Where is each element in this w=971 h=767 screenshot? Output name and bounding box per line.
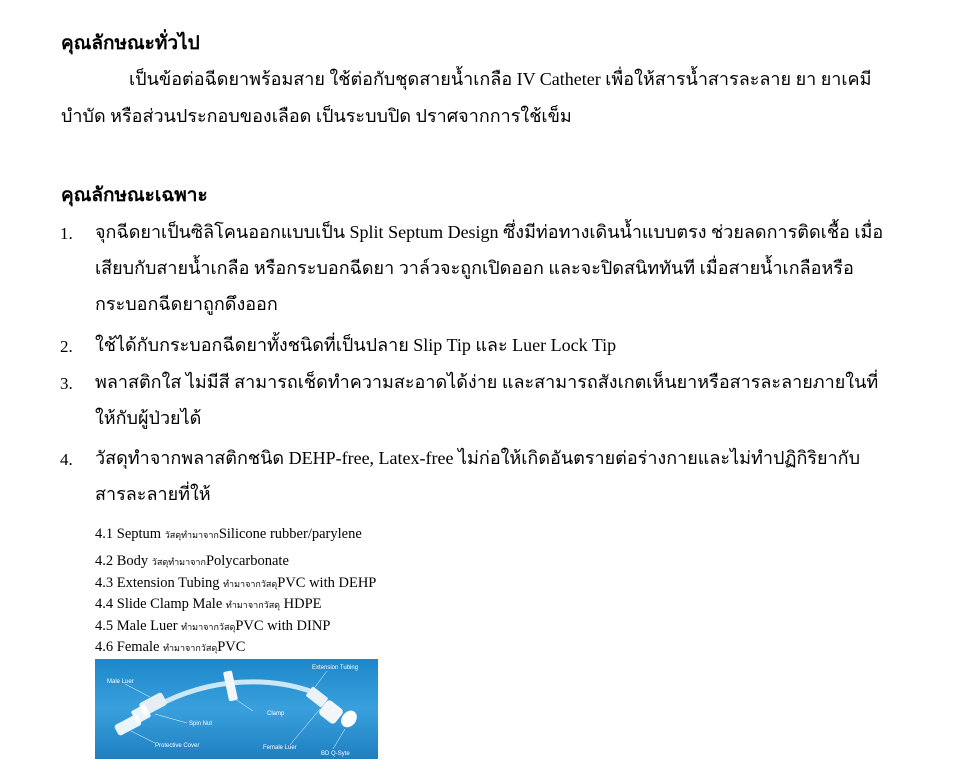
section-general-title: คุณลักษณะทั่วไป (61, 33, 200, 54)
general-line-2: บำบัด หรือส่วนประกอบของเลือด เป็นระบบปิด ปราศจากการใช้เข็ม (61, 106, 572, 126)
subitem-material: Polycarbonate (205, 553, 289, 569)
item-1-line: เสียบกับสายน้ำเกลือ หรือกระบอกฉีดยา วาล์วจะถูกเปิดออก และจะปิดสนิททันที เมื่อสายน้ำเกลือหรือ (95, 258, 854, 278)
product-photo (95, 659, 378, 759)
subitem-4-5 (95, 618, 330, 635)
item-3-line: พลาสติกใส ไม่มีสี สามารถเช็ดทำความสะอาดได้ง่าย และสามารถสังเกตเห็นยาหรือสารละลายภายในที่ (95, 372, 879, 392)
subitem-head: 4.4 Slide Clamp Male (95, 596, 223, 612)
label-clamp: Clamp (267, 711, 285, 717)
item-2-number: 2. (60, 337, 73, 356)
subitem-note: ทำมาจากวัสดุ (225, 600, 281, 610)
subitem-note: ทำมาจากวัสดุ (181, 622, 236, 632)
subitem-4-2 (95, 553, 289, 570)
item-1-line: จุกฉีดยาเป็นซิลิโคนออกแบบเป็น Split Septum Design ซึ่งมีท่อทางเดินน้ำแบบตรง ช่วยลดการติดเชื้อ เมื่อ (95, 222, 884, 242)
item-4-text (95, 440, 890, 512)
label-spin-nut: Spin Nut (189, 721, 213, 727)
subitem-4-6 (95, 639, 245, 656)
item-1-number: 1. (60, 224, 73, 243)
product-illustration (95, 659, 378, 759)
item-3-text (95, 364, 890, 436)
subitem-note: ทำมาจากวัสดุ (223, 579, 278, 589)
subitem-head: 4.6 Female (95, 639, 160, 655)
item-2-line: ใช้ได้กับกระบอกฉีดยาทั้งชนิดที่เป็นปลาย Slip Tip และ Luer Lock Tip (95, 335, 617, 355)
item-4-line: วัสดุทำจากพลาสติกชนิด DEHP-free, Latex-free ไม่ก่อให้เกิดอันตรายต่อร่างกายและไม่ทำปฏิกิริยากับ (95, 448, 861, 468)
label-extension-tubing: Extension Tubing (312, 665, 359, 671)
item-3-number: 3. (60, 374, 73, 393)
subitem-4-3 (95, 575, 376, 592)
subitem-material: HDPE (280, 596, 322, 612)
subitem-material: Silicone rubber/parylene (218, 526, 362, 542)
subitem-note: วัสดุทำมาจาก (151, 557, 206, 567)
subitem-note: วัสดุทำมาจาก (164, 530, 219, 540)
subitem-4-4 (95, 596, 322, 613)
label-male-luer: Male Luer (107, 679, 134, 685)
label-female-luer: Female Luer (263, 745, 297, 751)
item-1-text (95, 214, 890, 322)
label-bd-qsyte: BD Q-Syte (321, 751, 350, 757)
subitem-head: 4.2 Body (95, 553, 149, 569)
item-2-text (95, 327, 890, 363)
protective-cover-shape (114, 714, 143, 737)
subitem-head: 4.1 Septum (95, 526, 162, 542)
subitem-note: ทำมาจากวัสดุ (163, 643, 218, 653)
item-4-number: 4. (60, 450, 73, 469)
label-protective-cover: Protective Cover (155, 743, 200, 749)
general-line-1: เป็นข้อต่อฉีดยาพร้อมสาย ใช้ต่อกับชุดสายน้ำเกลือ IV Catheter เพื่อให้สารน้ำสารละลาย ยา ยาเคมี (129, 69, 872, 89)
subitem-head: 4.5 Male Luer (95, 618, 178, 634)
subitem-material: PVC with DINP (235, 618, 331, 634)
item-1-line: กระบอกฉีดยาถูกดึงออก (95, 294, 278, 314)
item-3-line: ให้กับผู้ป่วยได้ (95, 408, 202, 428)
item-4-line: สารละลายที่ให้ (95, 484, 211, 504)
subitem-head: 4.3 Extension Tubing (95, 575, 220, 591)
subitem-material: PVC with DEHP (277, 575, 377, 591)
subitem-4-1 (95, 526, 362, 543)
section-specific-title: คุณลักษณะเฉพาะ (61, 185, 208, 206)
section-general-body (61, 61, 891, 135)
subitem-material: PVC (217, 639, 246, 655)
